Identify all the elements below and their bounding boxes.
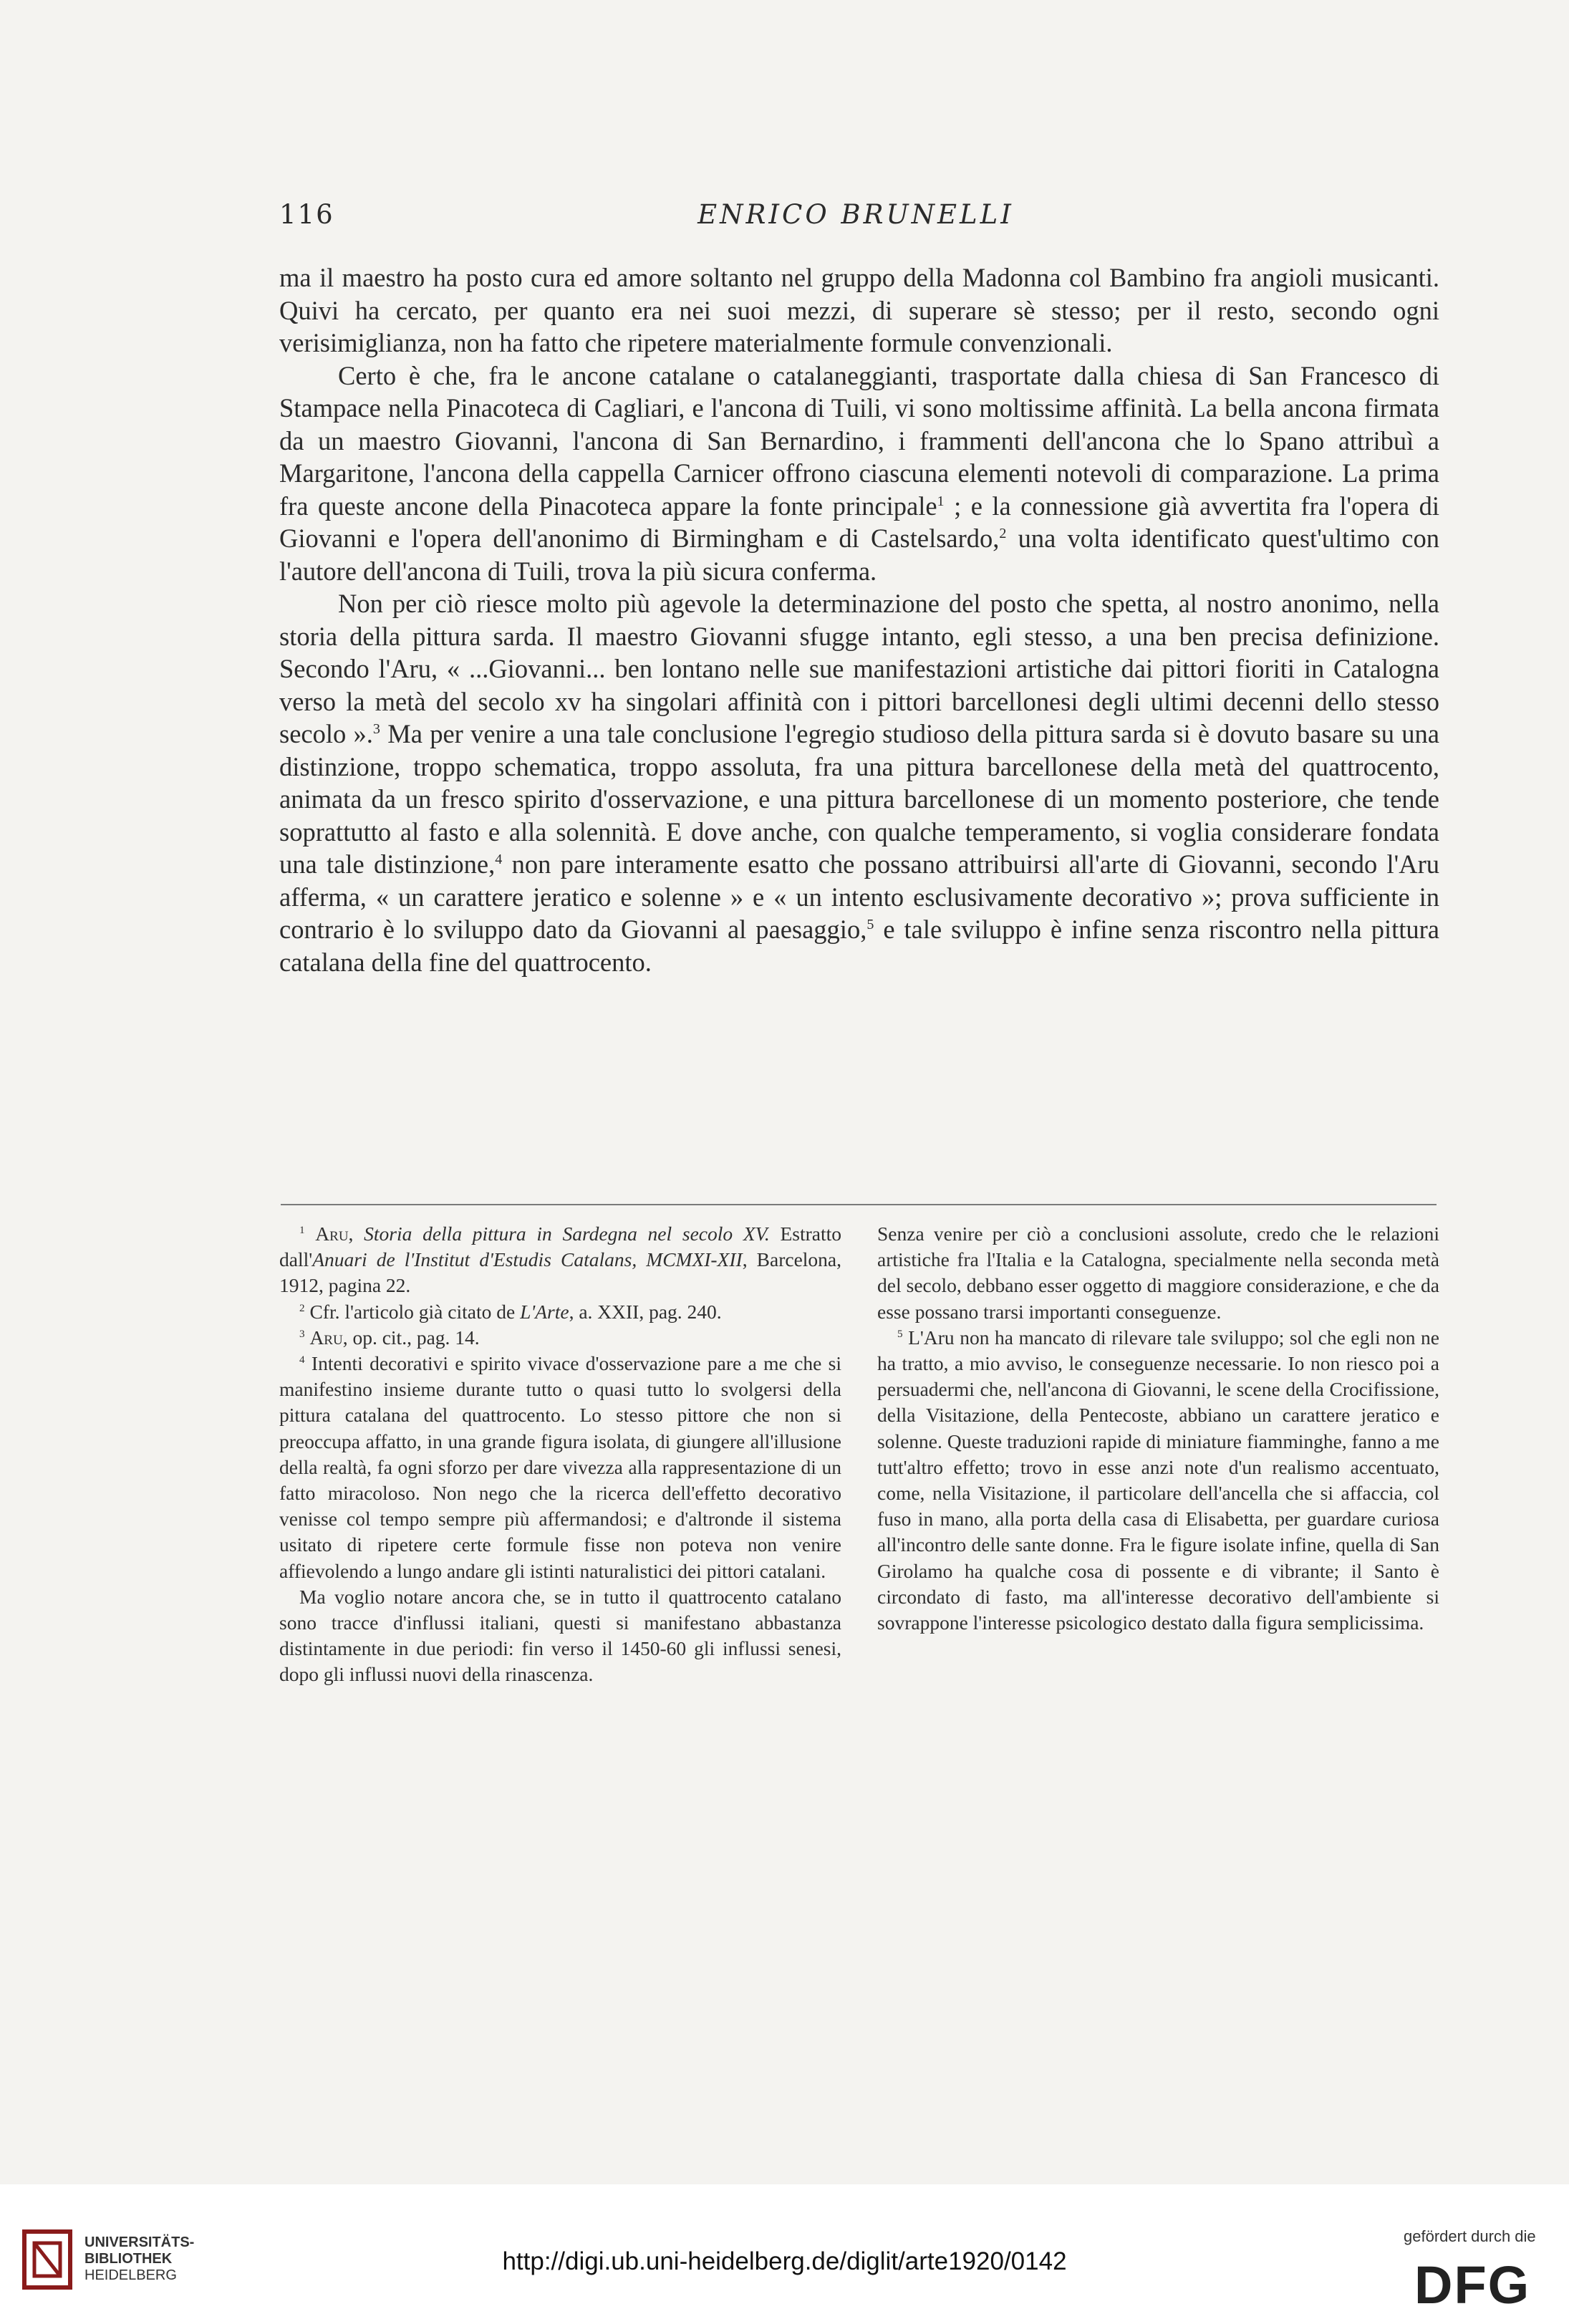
dfg-logo[interactable]: DFG [1414, 2255, 1531, 2315]
footnote-ref-1[interactable]: 1 [937, 493, 945, 509]
paragraph-1: ma il maestro ha posto cura ed amore soltanto nel gruppo della Madonna col Bambino fra angioli musicanti. Quivi ha cercato, per quanto era nei suoi mezzi, di superare sè stesso; per il resto, secondo ogni verisimiglianza, non ha fatto che ripetere materialmente formule convenzionali. [279, 263, 1439, 357]
footnote-divider [281, 1204, 1437, 1205]
footnotes-left-column [279, 1221, 841, 1688]
funded-by-label: gefördert durch die [1404, 2227, 1536, 2245]
footnote-ref-3[interactable]: 3 [372, 721, 380, 737]
footnote-1: $^1$ Aru, Storia della pittura in Sardegna nel secolo XV. Estratto dall'Anuari de l'Institut d'Estudis Catalans, MCMXI-XII, Barcelona, 1912, pagina 22. [279, 1223, 842, 1297]
paragraph-3: Non per ciò riesce molto più agevole la determinazione del posto che spetta, al nostro anonimo, nella storia della pittura sarda. Il maestro Giovanni sfugge intanto, egli stesso, a una ben precisa definizione. Secondo l'Aru, « ...Giovanni... ben lontano nelle sue manifestazioni artistiche dai pittori fioriti in Catalogna verso la metà del secolo xv ha singolari affinità con i pittori barcellonesi degli ultimi decenni dello stesso secolo ».$^3$ Ma per venire a una tale conclusione l'egregio studioso della pittura sarda si è dovuto basare su una distinzione, troppo schematica, troppo assoluta, fra una pittura barcellonese della metà del quattrocento, animata da un fresco spirito d'osservazione, e una pittura barcellonese di un momento posteriore, che tende soprattutto al fasto e alla solennità. E dove anche, con qualche temperamento, si voglia considerare fondata una tale distinzione,$^4$ non pare interamente esatto che possano attribuirsi all'arte di Giovanni, secondo l'Aru afferma, « un carattere jeratico e solenne » e « un intento esclusivamente decorativo »; prova sufficiente in contrario è lo sviluppo dato da Giovanni al paesaggio,$^5$ e tale sviluppo è infine senza riscontro nella pittura catalana della fine del quattrocento. [279, 589, 1439, 977]
library-name[interactable]: UNIVERSITÄTS- BIBLIOTHEK HEIDELBERG [85, 2234, 195, 2283]
footnote-4: $^4$ Intenti decorativi e spirito vivace d'osservazione pare a me che si manifestino insieme durante tutto o quasi tutto lo svolgersi della pittura catalana del quattrocento. Lo stesso pittore che non si preoccupa affatto, in una grande figura isolata, di giungere all'illusione della realtà, fa ogni sforzo per dare vivezza alla rappresentazione di un fatto miracoloso. Non nego che la ricerca dell'effetto decorativo venisse col tempo sempre più affermandosi; e d'altronde il sistema usitato di ripetere certe formule fisse non poteva non venire affievolendo a lungo andare gli istinti naturalistici dei pittori catalani. [279, 1352, 841, 1582]
footnote-4-end: Senza venire per ciò a conclusioni assolute, credo che le relazioni artistiche fra l'Italia e la Catalogna, specialmente nella seconda metà del secolo, debbano esser oggetto di maggiore considerazione, e che da esse possano trarsi importanti conseguenze. [877, 1223, 1439, 1323]
footnote-ref-2[interactable]: 2 [999, 526, 1007, 541]
page-header [279, 199, 1439, 235]
footnote-4-continued: Ma voglio notare ancora che, se in tutto il quattrocento catalano sono tracce d'influssi italiani, questi si manifestano abbastanza distintamente in due periodi: fin verso il 1450-60 gli influssi senesi, dopo gli influssi nuovi della rinascenza. [279, 1585, 841, 1686]
footnote-2: $^2$ Cfr. l'articolo già citato de L'Arte, a. XXII, pag. 240. [299, 1300, 722, 1323]
footnote-5: $^5$ L'Aru non ha mancato di rilevare tale sviluppo; sol che egli non ne ha tratto, a mio avviso, le conseguenze necessarie. Io non riesco poi a persuadermi che, nell'ancona di Giovanni, le scene della Crocifissione, della Visitazione, della Pentecoste, abbiano un carattere jeratico e solenne. Queste traduzioni rapide di miniature fiamminghe, fanno a me tutt'altro effetto; trovo in esse anzi note d'un realismo accentuato, come, nella Visitazione, il particolare dell'ancella che si affaccia, col fuso in mano, alla porta della casa di Elisabetta, per guardare curiosa all'incontro delle sante donne. Fra le figure isolate infine, quella di San Girolamo ha qualche cosa di possente e di vibrante; il Santo è circondato di fasto, ma all'interesse decorativo dell'ambiente si sovrappone l'interesse psicologico destato dalla figura semplicissima. [877, 1326, 1439, 1634]
page-number: 116 [279, 199, 334, 230]
footnotes-right-column [877, 1221, 1439, 1636]
main-text [279, 261, 1439, 978]
footnote-3: $^3$ Aru, op. cit., pag. 14. [299, 1326, 480, 1349]
footnote-ref-4[interactable]: 4 [495, 852, 503, 867]
document-url[interactable]: http://digi.ub.uni-heidelberg.de/diglit/arte1920/0142 [502, 2247, 1067, 2275]
paragraph-2: Certo è che, fra le ancone catalane o catalaneggianti, trasportate dalla chiesa di San Francesco di Stampace nella Pinacoteca di Cagliari, e l'ancona di Tuili, vi sono moltissime affinità. La bella ancona firmata da un maestro Giovanni, l'ancona di San Bernardino, i frammenti dell'ancona che lo Spano attribuì a Margaritone, l'ancona della cappella Carnicer offrono ciascuna elementi notevoli di comparazione. La prima fra queste ancone della Pinacoteca appare la fonte principale$^1$ ; e la connessione già avvertita fra l'opera di Giovanni e l'opera dell'anonimo di Birmingham e di Castelsardo,$^2$ una volta identificato quest'ultimo con l'autore dell'ancona di Tuili, trova la più sicura conferma. [279, 360, 1439, 586]
footnote-ref-5[interactable]: 5 [866, 917, 874, 932]
running-head: ENRICO BRUNELLI [697, 199, 1014, 230]
viewer-footer [0, 2184, 1569, 2324]
